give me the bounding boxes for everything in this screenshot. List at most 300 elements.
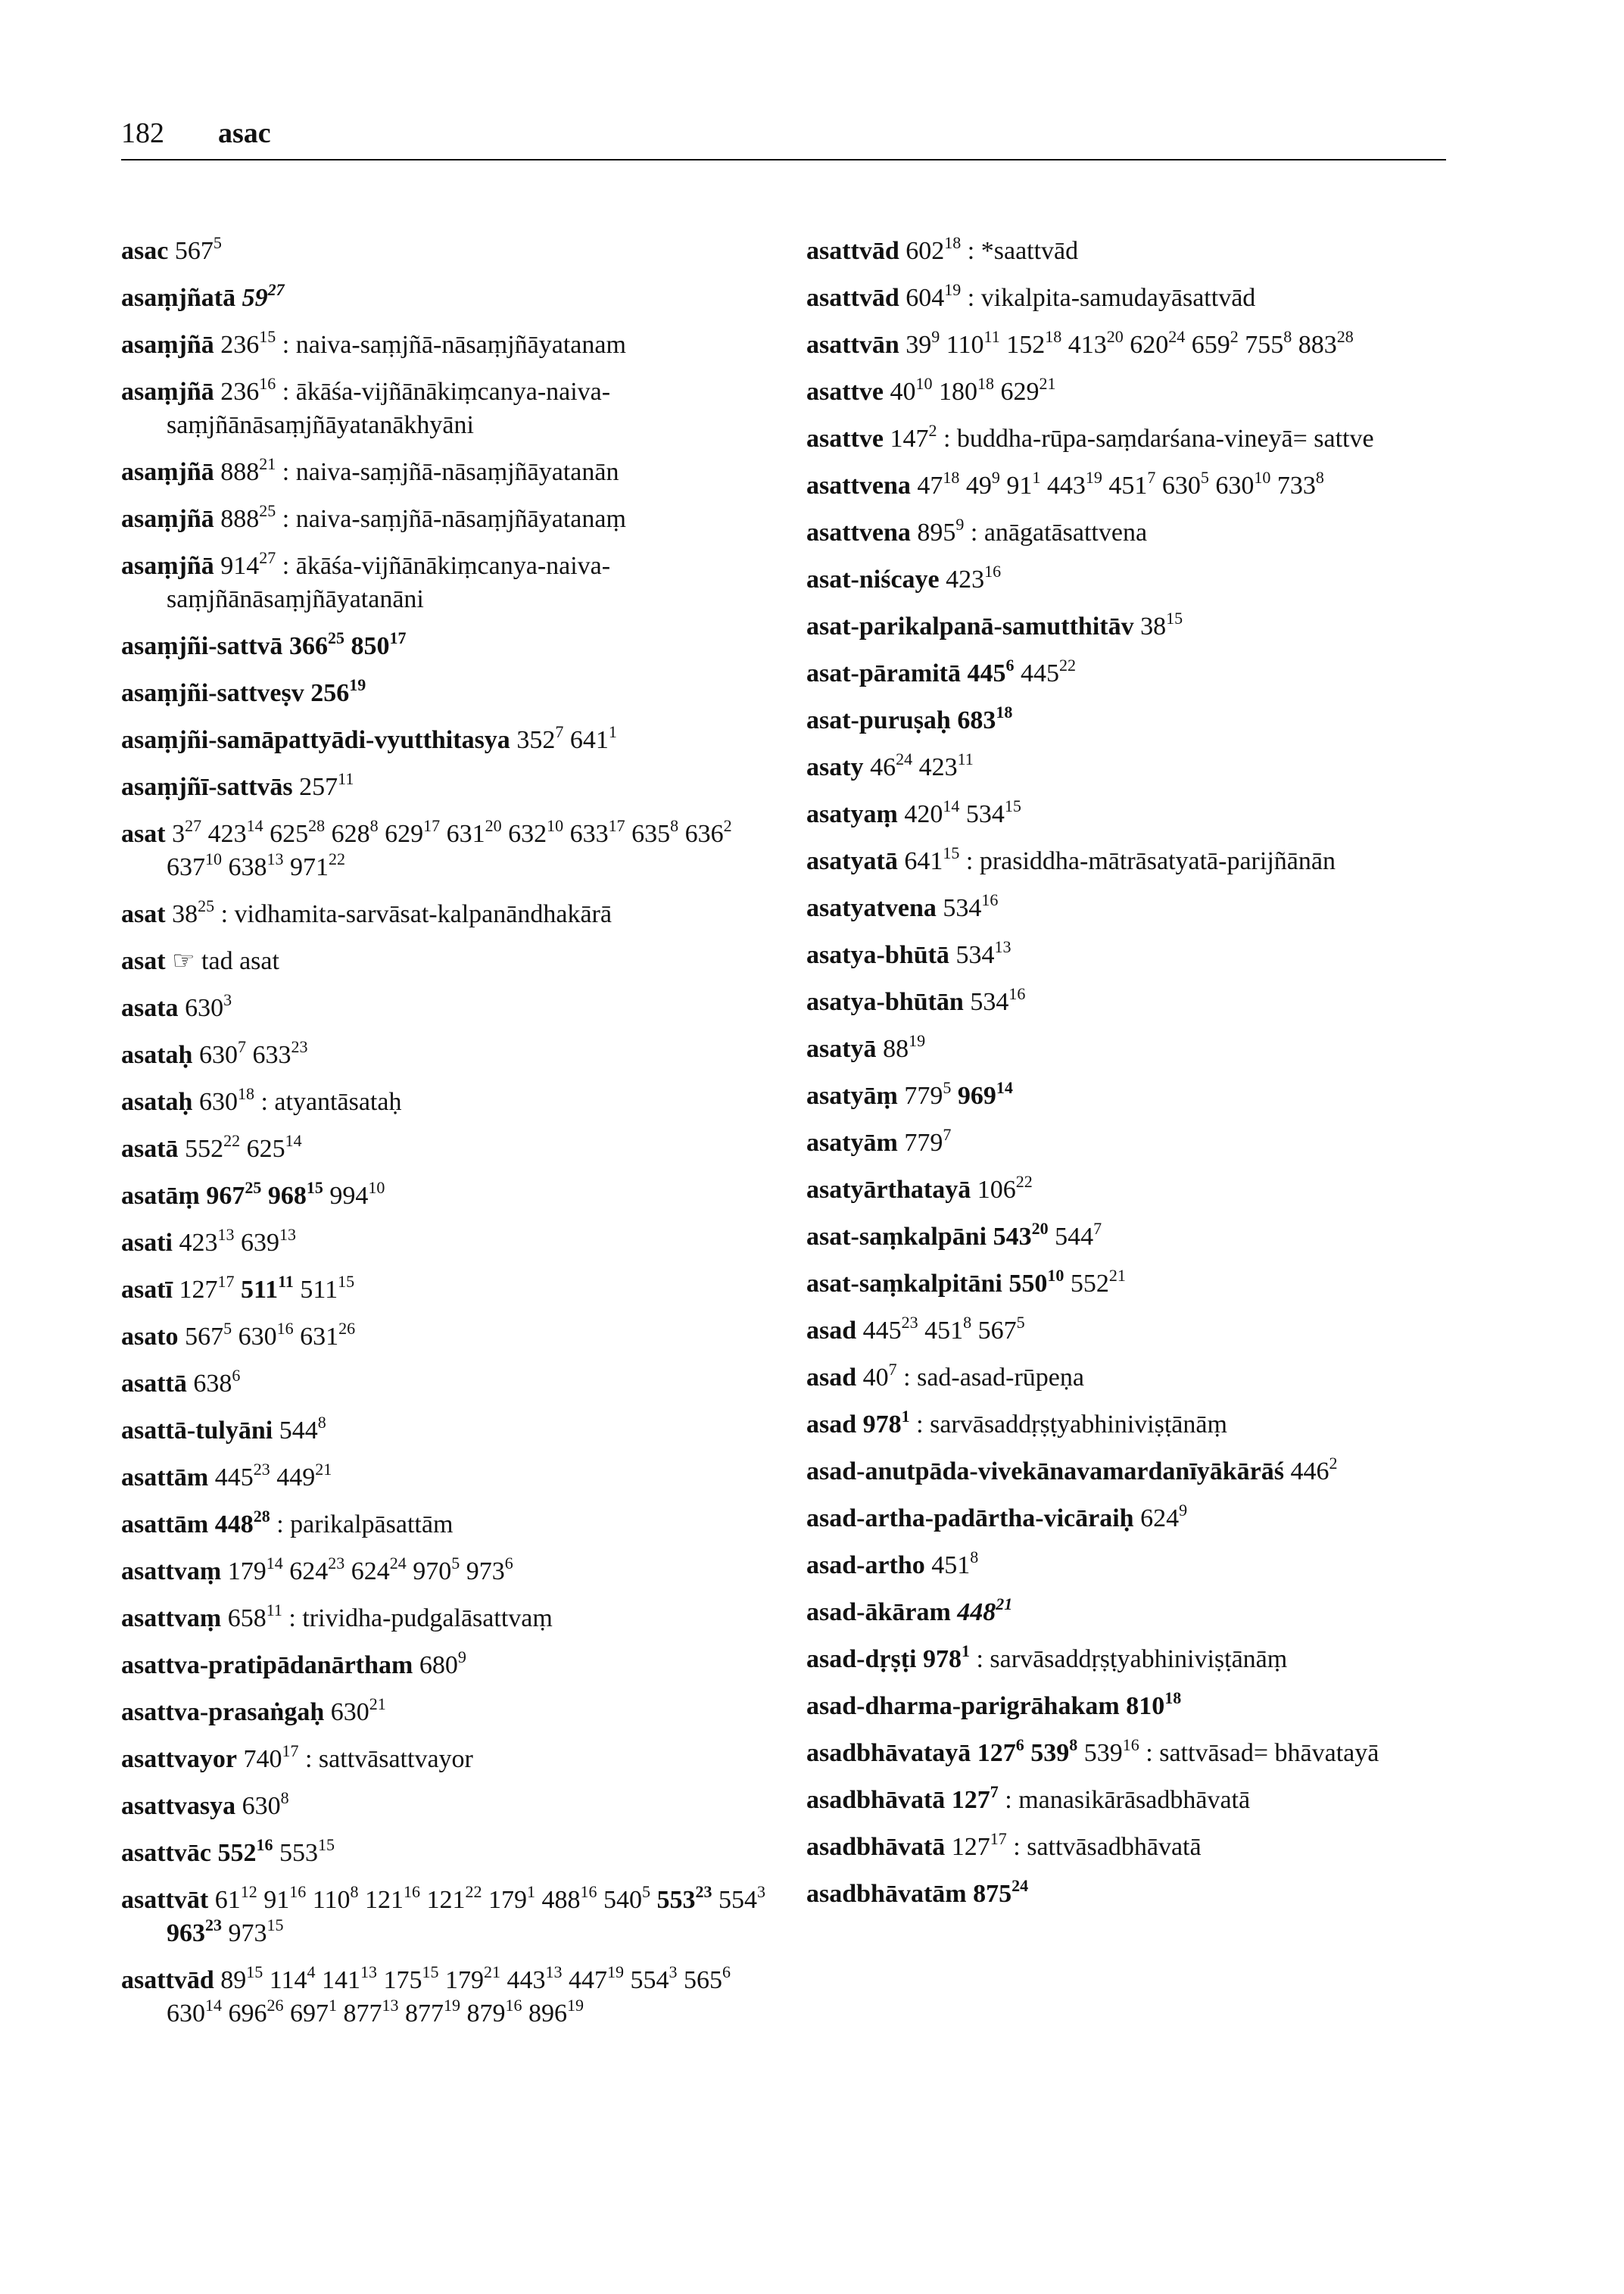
index-entry	[806, 1220, 1488, 1254]
line-number-ref: 9	[931, 327, 940, 346]
index-entry	[121, 282, 787, 315]
index-entry	[806, 469, 1488, 503]
line-number-ref: 15	[317, 1835, 335, 1854]
line-number-ref: 8	[1315, 468, 1324, 487]
index-entry: asaṃjñā $888^{25}$ : naiva-saṃjñā-nāsaṃjñāyatanaṃ	[121, 501, 626, 533]
line-number-ref: 18	[1045, 327, 1062, 346]
page-number-ref: 91	[263, 1886, 290, 1914]
page-number-ref: 994	[329, 1182, 369, 1210]
page-number-ref: 141	[322, 1966, 361, 1994]
index-entry: asaṃjñā $914^{27}$ : ākāśa-vijñānākiṃcanya-naiva-saṃjñānāsaṃjñāyatanāni	[121, 548, 611, 613]
index-entry: asaṃjñā $888^{21}$ : naiva-saṃjñā-nāsaṃjñāyatanān	[121, 454, 619, 486]
page-number-ref: 888	[220, 505, 260, 533]
entry-headword: asattā	[121, 1370, 187, 1398]
entry-headword: asattve	[806, 378, 884, 406]
page-number-ref: 256	[310, 679, 350, 707]
page-number-ref: 565	[684, 1966, 723, 1994]
page-reference	[419, 1647, 466, 1679]
page-reference	[862, 1407, 910, 1438]
page-number-ref: 91	[1006, 472, 1033, 500]
entry-gloss: vikalpita-samudayāsattvād	[980, 284, 1256, 312]
line-number-ref: 5	[1200, 468, 1209, 487]
entry-headword: asatyāṃ	[806, 1082, 898, 1110]
line-number-ref: 27	[185, 816, 202, 835]
entry-headword: asattvena	[806, 472, 911, 500]
line-number-ref: 13	[382, 1996, 399, 2015]
entry-headword: asaṃjñā	[121, 552, 214, 580]
page-reference	[890, 421, 937, 453]
entry-headword: asato	[121, 1323, 179, 1351]
page-number-ref: 534	[955, 941, 995, 969]
page-number-ref: 40	[890, 378, 916, 406]
line-number-ref: 23	[328, 1554, 345, 1572]
line-number-ref: 11	[957, 750, 974, 768]
page-reference	[684, 816, 732, 848]
page-number-ref: 423	[946, 566, 985, 594]
page-reference	[508, 816, 564, 848]
page-number-ref: 755	[1245, 331, 1284, 359]
line-number-ref: 4	[307, 1962, 316, 1981]
page-reference	[965, 796, 1021, 828]
page-reference	[185, 1131, 241, 1163]
page-number-ref: 3	[172, 820, 185, 848]
line-number-ref: 8	[963, 1313, 972, 1332]
line-number-ref: 16	[505, 1996, 522, 2015]
line-number-ref: 8	[970, 1548, 979, 1566]
page-reference	[957, 1078, 1013, 1110]
index-entry: asattve $147^2$ : buddha-rūpa-saṃdarśana-vineyā= sattve	[806, 421, 1374, 453]
line-number-ref: 18	[943, 468, 960, 487]
page-reference	[426, 1882, 482, 1914]
line-number-ref: 17	[217, 1272, 235, 1291]
line-number-ref: 19	[944, 280, 962, 299]
page-reference	[193, 1366, 241, 1398]
page-reference	[1126, 1688, 1182, 1720]
page-reference	[220, 501, 276, 533]
index-entry	[806, 376, 1488, 409]
entry-headword: asad	[806, 1317, 857, 1345]
page-number-ref: 630	[1161, 472, 1201, 500]
entry-headword: asac	[121, 237, 169, 265]
index-entry: asadbhāvatayā $127^6$ $539^8$ $539^{16}$ : sattvāsad= bhāvatayā	[806, 1735, 1379, 1767]
page-reference	[973, 1876, 1029, 1908]
line-number-ref: 7	[1093, 1219, 1102, 1238]
entry-headword: asad-artha-padārtha-vicāraiḥ	[806, 1504, 1134, 1532]
entry-headword: asadbhāvatā	[806, 1786, 946, 1814]
line-number-ref: 15	[338, 1272, 355, 1291]
entry-headword: asattvaṃ	[121, 1604, 222, 1632]
index-entry: asad $978^1$ : sarvāsaddṛṣṭyabhiniviṣṭānāṃ	[806, 1407, 1227, 1438]
page-reference	[238, 1319, 294, 1351]
entry-headword: asat-saṃkalpitāni	[806, 1270, 1002, 1298]
page-reference	[904, 796, 960, 828]
line-number-ref: 19	[1085, 468, 1102, 487]
page-number-ref: 696	[228, 1999, 267, 2028]
line-number-ref: 22	[465, 1882, 482, 1901]
page-reference	[1030, 1735, 1078, 1767]
line-number-ref: 27	[267, 280, 285, 299]
page-number-ref: 511	[300, 1276, 338, 1304]
page-reference	[269, 1962, 316, 1994]
line-number-ref: 25	[259, 501, 276, 520]
page-number-ref: 810	[1126, 1692, 1165, 1720]
page-number-ref: 449	[276, 1463, 316, 1491]
line-number-ref: 5	[213, 233, 222, 252]
line-number-ref: 6	[722, 1962, 731, 1981]
page-number-ref: 114	[269, 1966, 307, 1994]
line-number-ref: 18	[1164, 1688, 1182, 1707]
index-entry	[806, 1549, 1488, 1582]
line-number-ref: 24	[1168, 327, 1186, 346]
page-number-ref: 445	[214, 1463, 254, 1491]
page-reference	[977, 1313, 1025, 1345]
index-entry: asattvaṃ $658^{11}$ : trividha-pudgalāsattvaṃ	[121, 1601, 553, 1632]
page-number-ref: 179	[227, 1557, 267, 1585]
page-number-ref: 978	[922, 1645, 962, 1673]
page-reference	[955, 937, 1011, 969]
page-number-ref: 971	[290, 853, 329, 881]
entry-gloss: sarvāsaddṛṣṭyabhiniviṣṭānāṃ	[930, 1410, 1227, 1438]
entry-gloss: manasikārāsadbhāvatā	[1018, 1786, 1251, 1814]
index-entry	[806, 1080, 1488, 1113]
page-reference	[1000, 374, 1056, 406]
page-reference	[289, 1554, 345, 1585]
page-number-ref: 180	[938, 378, 977, 406]
page-number-ref: 540	[603, 1886, 642, 1914]
line-number-ref: 6	[232, 1366, 241, 1385]
index-entry	[806, 1127, 1488, 1160]
page-number-ref: 488	[541, 1886, 581, 1914]
page-reference	[977, 1735, 1024, 1767]
line-number-ref: 16	[403, 1882, 420, 1901]
page-reference	[220, 548, 276, 580]
page-reference	[993, 1219, 1049, 1251]
entry-headword: asatya-bhūtān	[806, 988, 964, 1016]
line-number-ref: 2	[1329, 1454, 1338, 1473]
line-number-ref: 15	[422, 1962, 439, 1981]
page-number-ref: 630	[198, 1088, 238, 1116]
page-reference	[300, 1272, 355, 1304]
index-entry	[121, 1226, 787, 1260]
entry-headword: asat	[121, 820, 166, 848]
entry-headword: asattva-pratipādanārtham	[121, 1651, 413, 1679]
line-number-ref: 14	[266, 1554, 283, 1572]
page-reference	[263, 1882, 307, 1914]
index-entry	[806, 657, 1488, 690]
line-number-ref: 2	[928, 421, 937, 440]
page-reference	[179, 1225, 235, 1257]
line-number-ref: 22	[329, 849, 345, 868]
entry-gloss: atyantāsataḥ	[274, 1088, 402, 1116]
line-number-ref: 1	[1032, 468, 1041, 487]
line-number-ref: 15	[1004, 796, 1021, 815]
page-number-ref: 683	[957, 706, 996, 734]
page-number-ref: 636	[684, 820, 724, 848]
line-number-ref: 8	[350, 1882, 359, 1901]
line-number-ref: 5	[1016, 1313, 1025, 1332]
page-number-ref: 552	[217, 1839, 257, 1867]
entry-headword: asattvād	[121, 1966, 214, 1994]
page-number-ref: 423	[918, 753, 958, 781]
line-number-ref: 7	[943, 1125, 952, 1144]
page-number-ref: 602	[906, 237, 945, 265]
line-number-ref: 16	[984, 562, 1002, 581]
page-reference	[241, 1272, 294, 1304]
page-reference	[185, 1319, 232, 1351]
page-number-ref: 106	[977, 1176, 1016, 1204]
page-number-ref: 875	[973, 1880, 1012, 1908]
line-number-ref: 10	[205, 849, 222, 868]
page-number-ref: 553	[279, 1839, 318, 1867]
page-number-ref: 896	[528, 1999, 567, 2028]
page-reference	[329, 1178, 385, 1210]
entry-headword: asattve	[806, 425, 884, 453]
page-number-ref: 47	[917, 472, 943, 500]
page-reference	[331, 816, 379, 848]
line-number-ref: 11	[278, 1272, 294, 1291]
page-number-ref: 152	[1006, 331, 1046, 359]
page-reference	[906, 233, 962, 265]
page-number-ref: 544	[279, 1417, 318, 1445]
line-number-ref: 13	[217, 1225, 235, 1244]
page-reference	[946, 562, 1002, 594]
page-number-ref: 638	[193, 1370, 232, 1398]
page-number-ref: 553	[656, 1886, 696, 1914]
page-reference	[330, 1694, 386, 1726]
entry-headword: asattvena	[806, 519, 911, 547]
page-number-ref: 446	[1290, 1457, 1329, 1485]
entry-headword: asadbhāvatā	[806, 1833, 946, 1861]
page-reference	[1140, 609, 1183, 641]
entry-headword: asat-puruṣaḥ	[806, 706, 951, 734]
page-number-ref: 641	[904, 847, 943, 875]
entry-headword: asad-ākāram	[806, 1598, 951, 1626]
index-entry	[121, 818, 787, 884]
line-number-ref: 14	[996, 1078, 1013, 1097]
line-number-ref: 16	[276, 1319, 294, 1338]
page-number-ref: 554	[718, 1886, 757, 1914]
page-reference	[413, 1554, 460, 1585]
page-number-ref: 629	[1000, 378, 1040, 406]
page-number-ref: 179	[488, 1886, 527, 1914]
page-number-ref: 544	[1055, 1223, 1094, 1251]
page-number-ref: 511	[241, 1276, 279, 1304]
line-number-ref: 9	[991, 468, 1000, 487]
page-reference	[172, 816, 202, 848]
index-entry: asattvena $895^9$ : anāgatāsattvena	[806, 515, 1148, 547]
index-entry	[121, 677, 787, 710]
running-title: asac	[218, 117, 271, 149]
page-reference	[1006, 468, 1041, 500]
page-reference	[656, 1882, 712, 1914]
line-number-ref: 24	[389, 1554, 407, 1572]
line-number-ref: 10	[915, 374, 933, 393]
page-reference	[383, 1962, 439, 1994]
line-number-ref: 21	[259, 454, 276, 473]
page-reference	[946, 327, 1000, 359]
entry-headword: asat-saṃkalpāni	[806, 1223, 987, 1251]
index-entry: asaṃjñā $236^{15}$ : naiva-saṃjñā-nāsaṃjñāyatanam	[121, 327, 626, 359]
page-reference	[1006, 327, 1062, 359]
page-reference	[906, 327, 940, 359]
page-number-ref: 978	[862, 1410, 902, 1438]
page-number-ref: 850	[351, 632, 390, 660]
page-number-ref: 552	[1070, 1270, 1109, 1298]
page-number-ref: 127	[951, 1833, 990, 1861]
page-reference	[299, 769, 354, 801]
page-number-ref: 534	[943, 894, 982, 922]
entry-headword: asattvaṃ	[121, 1557, 222, 1585]
line-number-ref: 15	[267, 1915, 284, 1934]
entry-headword: asatyaṃ	[806, 800, 898, 828]
page-number-ref: 632	[508, 820, 547, 848]
page-number-ref: 127	[977, 1739, 1016, 1767]
line-number-ref: 9	[457, 1647, 466, 1666]
page-number-ref: 366	[288, 632, 328, 660]
index-entry	[121, 1555, 787, 1588]
entry-headword: asatāṃ	[121, 1182, 200, 1210]
page-number-ref: 888	[220, 458, 260, 486]
page-number-ref: 968	[267, 1182, 307, 1210]
entry-headword: asat	[121, 947, 166, 975]
entry-headword: asatyā	[806, 1035, 877, 1063]
page-reference	[904, 843, 960, 875]
page-header	[121, 114, 1446, 161]
entry-headword: asad-anutpāda-vivekānavamardanīyākārāś	[806, 1457, 1285, 1485]
page-number-ref: 121	[364, 1886, 404, 1914]
line-number-ref: 20	[1106, 327, 1124, 346]
index-entry: asat $38^{25}$ : vidhamita-sarvāsat-kalpanāndhakārā	[121, 896, 612, 928]
page-reference	[541, 1882, 597, 1914]
line-number-ref: 12	[240, 1882, 257, 1901]
page-number-ref: 445	[862, 1317, 902, 1345]
entry-headword: asattvayor	[121, 1745, 237, 1773]
index-entry	[806, 1878, 1488, 1911]
line-number-ref: 23	[901, 1313, 918, 1332]
entry-headword: asaṃjñi-samāpattyādi-vyutthitasya	[121, 726, 510, 754]
line-number-ref: 13	[267, 849, 284, 868]
page-reference	[516, 722, 564, 754]
line-number-ref: 16	[1122, 1735, 1139, 1754]
page-reference	[445, 1962, 501, 1994]
page-number-ref: 963	[167, 1919, 205, 1947]
line-number-ref: 10	[1254, 468, 1271, 487]
page-number-ref: 967	[206, 1182, 245, 1210]
line-number-ref: 17	[423, 816, 441, 835]
line-number-ref: 21	[1108, 1266, 1126, 1285]
page-number-ref: 413	[1068, 331, 1107, 359]
line-number-ref: 10	[1047, 1266, 1064, 1285]
page-reference	[220, 1962, 263, 1994]
page-reference	[288, 628, 344, 660]
line-number-ref: 26	[267, 1996, 284, 2015]
entry-headword: asad	[806, 1364, 857, 1392]
entry-gloss: ākāśa-vijñānākiṃcanya-naiva-saṃjñānāsaṃjñāyatanāni	[167, 552, 611, 613]
page-number-ref: 539	[1030, 1739, 1070, 1767]
page-reference	[214, 1460, 270, 1491]
index-entry: asadbhāvatā $127^7$ : manasikārāsadbhāvatā	[806, 1782, 1251, 1814]
entry-gloss: sarvāsaddṛṣṭyabhiniviṣṭānāṃ	[990, 1645, 1288, 1673]
line-number-ref: 5	[223, 1319, 232, 1338]
line-number-ref: 21	[315, 1460, 332, 1479]
line-number-ref: 25	[327, 628, 344, 647]
entry-headword: asaṃjñā	[121, 378, 214, 406]
page-reference	[1191, 327, 1239, 359]
index-entry: asattvād $602^{18}$ : *saattvād	[806, 233, 1079, 265]
entry-gloss: anāgatāsattvena	[983, 519, 1148, 547]
page-reference	[862, 1313, 918, 1345]
page-reference	[904, 1125, 952, 1157]
line-number-ref: 13	[994, 937, 1011, 956]
page-reference	[198, 1084, 254, 1116]
page-reference	[684, 1962, 731, 1994]
page-reference	[1055, 1219, 1102, 1251]
index-entry	[806, 1502, 1488, 1535]
line-number-ref: 24	[1011, 1876, 1029, 1895]
page-number-ref: 631	[300, 1323, 339, 1351]
page-number-ref: 443	[507, 1966, 546, 1994]
entry-headword: asattvāt	[121, 1886, 209, 1914]
page-reference	[364, 1882, 420, 1914]
page-reference	[957, 1594, 1013, 1626]
page-reference	[883, 1031, 926, 1063]
entry-gloss: sattvāsad= bhāvatayā	[1159, 1739, 1379, 1767]
index-entry	[121, 1133, 787, 1166]
page-reference	[890, 374, 933, 406]
line-number-ref: 24	[896, 750, 913, 768]
entry-headword: asattvāc	[121, 1839, 211, 1867]
entry-headword: asatyatā	[806, 847, 898, 875]
index-entry	[121, 1837, 787, 1870]
page-reference	[312, 1882, 359, 1914]
entry-gloss: *saattvād	[980, 237, 1079, 265]
page-number-ref: 38	[1140, 612, 1167, 641]
entry-headword: asattā-tulyāni	[121, 1417, 273, 1445]
line-number-ref: 20	[1031, 1219, 1049, 1238]
entry-headword: asattām	[121, 1510, 209, 1538]
page-reference	[185, 990, 232, 1022]
page-reference	[718, 1882, 765, 1914]
line-number-ref: 16	[981, 890, 999, 909]
page-number-ref: 445	[1020, 659, 1059, 687]
line-number-ref: 2	[1230, 327, 1239, 346]
page-reference	[938, 374, 994, 406]
page-reference	[220, 327, 276, 359]
line-number-ref: 8	[369, 816, 379, 835]
line-number-ref: 17	[608, 816, 625, 835]
index-entry	[121, 771, 787, 804]
index-entry	[806, 1267, 1488, 1301]
page-number-ref: 628	[331, 820, 370, 848]
page-reference	[207, 816, 263, 848]
page-reference	[252, 1037, 308, 1069]
page-reference	[1298, 327, 1354, 359]
line-number-ref: 19	[607, 1962, 625, 1981]
line-number-ref: 2	[723, 816, 732, 835]
page-number-ref: 969	[957, 1082, 996, 1110]
line-number-ref: 19	[909, 1031, 926, 1050]
entry-headword: asaṃjñatā	[121, 284, 236, 312]
page-number-ref: 534	[965, 800, 1005, 828]
index-entry	[806, 751, 1488, 784]
entry-headword: asatyatvena	[806, 894, 937, 922]
page-number-ref: 451	[1108, 472, 1148, 500]
page-reference	[279, 1835, 335, 1867]
entry-gloss: sattvāsadbhāvatā	[1027, 1833, 1202, 1861]
line-number-ref: 21	[484, 1962, 501, 1981]
page-number-ref: 49	[965, 472, 992, 500]
page-number-ref: 443	[1046, 472, 1086, 500]
